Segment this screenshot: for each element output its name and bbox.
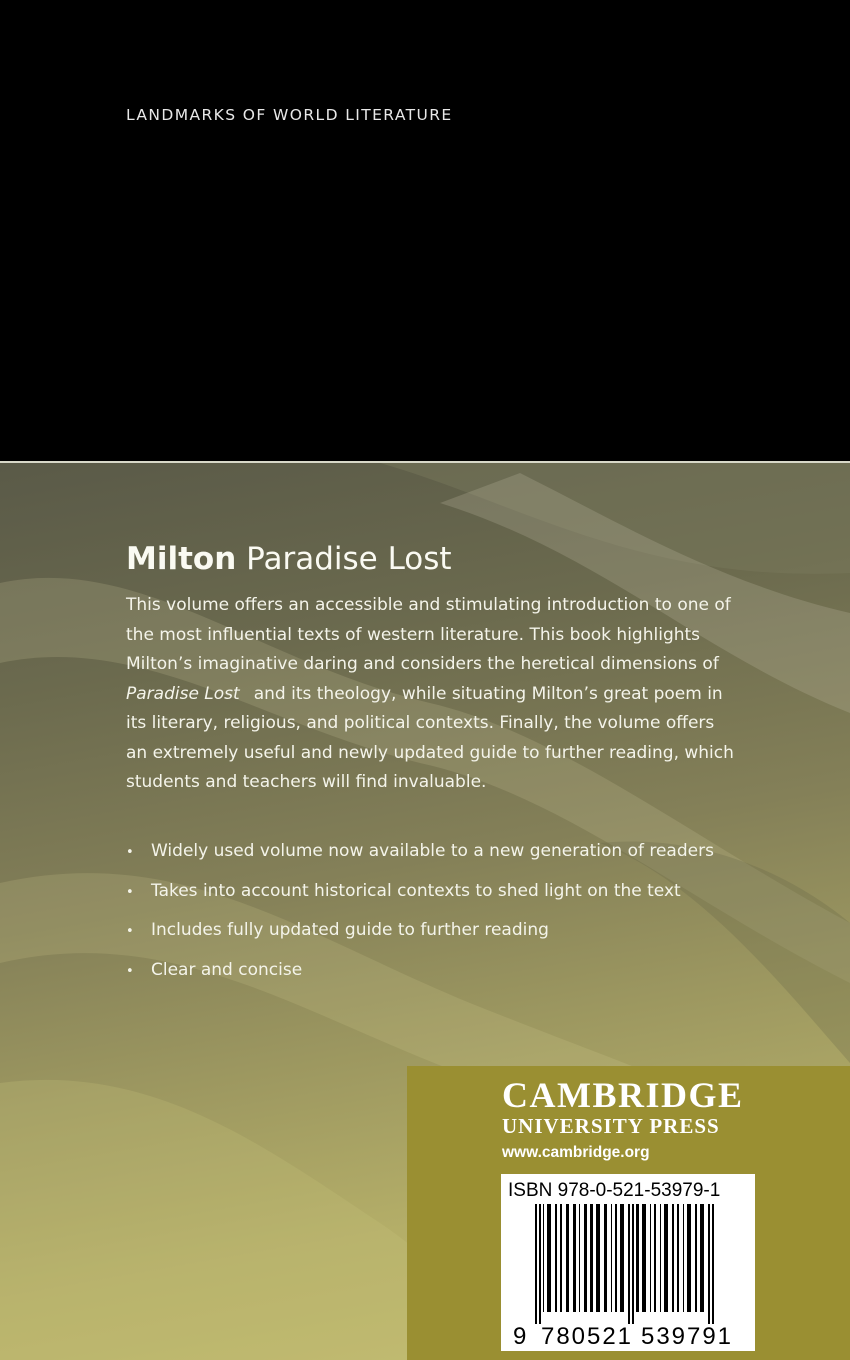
barcode-bar [654, 1204, 656, 1312]
blurb-line: Milton’s imaginative daring and considers the heretical dimensions of [126, 654, 719, 674]
publisher-website: www.cambridge.org [502, 1144, 650, 1161]
isbn-label: ISBN 978-0-521-53979-1 [508, 1180, 721, 1201]
barcode-bar [555, 1204, 557, 1312]
barcode [501, 1174, 755, 1351]
bullet-icon: • [126, 845, 134, 860]
barcode-bar [579, 1204, 580, 1312]
barcode-digits-left: 780521 [541, 1323, 631, 1350]
barcode-bar [615, 1204, 617, 1312]
blurb-line: its literary, religious, and political contexts. Finally, the volume offers [126, 713, 715, 733]
barcode-bar [672, 1204, 674, 1312]
list-item-text: Includes fully updated guide to further reading [151, 920, 549, 940]
barcode-digit-lead: 9 [513, 1323, 527, 1350]
book-title [126, 541, 452, 577]
barcode-bar [650, 1204, 651, 1312]
barcode-bar [566, 1204, 569, 1312]
bullet-icon: • [126, 963, 134, 979]
barcode-bar [636, 1204, 639, 1312]
blurb-line-rest: and its theology, while situating Milton’s great poem in [253, 683, 723, 704]
barcode-bar [660, 1204, 661, 1312]
barcode-bars [501, 1174, 755, 1351]
bullet-icon: • [126, 884, 134, 900]
barcode-bar [687, 1204, 691, 1312]
list-item-text: Takes into account historical contexts to shed light on the text [151, 880, 681, 901]
list-item-text: Widely used volume now available to a new generation of readers [151, 841, 714, 861]
barcode-digits-right: 539791 [641, 1323, 731, 1350]
barcode-bar [539, 1204, 541, 1324]
publisher-logo-subname: UNIVERSITY PRESS [502, 1114, 720, 1138]
barcode-bar [611, 1204, 612, 1312]
barcode-bar [712, 1204, 714, 1324]
title-author: Milton [126, 541, 237, 577]
publisher-panel [407, 1066, 850, 1360]
blurb-line: an extremely useful and newly updated guide to further reading, which [126, 742, 734, 763]
blurb-paragraph [126, 591, 766, 798]
barcode-bar [708, 1204, 710, 1324]
series-title: LANDMARKS OF WORLD LITERATURE [126, 106, 453, 124]
blurb-line: This volume offers an accessible and stimulating introduction to one of [126, 595, 731, 615]
feature-list [126, 836, 714, 994]
list-item-text: Clear and concise [151, 959, 303, 980]
blurb-line: the most influential texts of western literature. This book highlights [126, 624, 701, 645]
barcode-bar [695, 1204, 697, 1312]
barcode-bar [573, 1204, 576, 1312]
publisher-logo-name: CAMBRIDGE [502, 1075, 744, 1115]
list-item [126, 876, 714, 916]
list-item [126, 955, 714, 995]
blurb-line: students and teachers will find invaluable. [126, 772, 487, 792]
barcode-bar [560, 1204, 562, 1312]
barcode-bar [664, 1204, 668, 1312]
list-item [126, 836, 714, 876]
top-black-band [0, 0, 850, 461]
barcode-bar [535, 1204, 537, 1324]
barcode-bar [543, 1204, 544, 1312]
barcode-bar [632, 1204, 634, 1324]
bullet-icon: • [126, 924, 134, 939]
barcode-bar [590, 1204, 593, 1312]
barcode-bar [584, 1204, 587, 1312]
barcode-bar [700, 1204, 704, 1312]
list-item [126, 915, 714, 955]
barcode-bar [620, 1204, 624, 1312]
title-work: Paradise Lost [246, 541, 452, 577]
barcode-bar [683, 1204, 684, 1312]
barcode-bar [596, 1204, 600, 1312]
blurb-line [126, 680, 766, 710]
barcode-bar [628, 1204, 630, 1324]
blurb-italic-title: Paradise Lost [126, 683, 240, 704]
barcode-bar [547, 1204, 551, 1312]
barcode-bar [677, 1204, 679, 1312]
barcode-bar [604, 1204, 607, 1312]
barcode-bar [642, 1204, 646, 1312]
